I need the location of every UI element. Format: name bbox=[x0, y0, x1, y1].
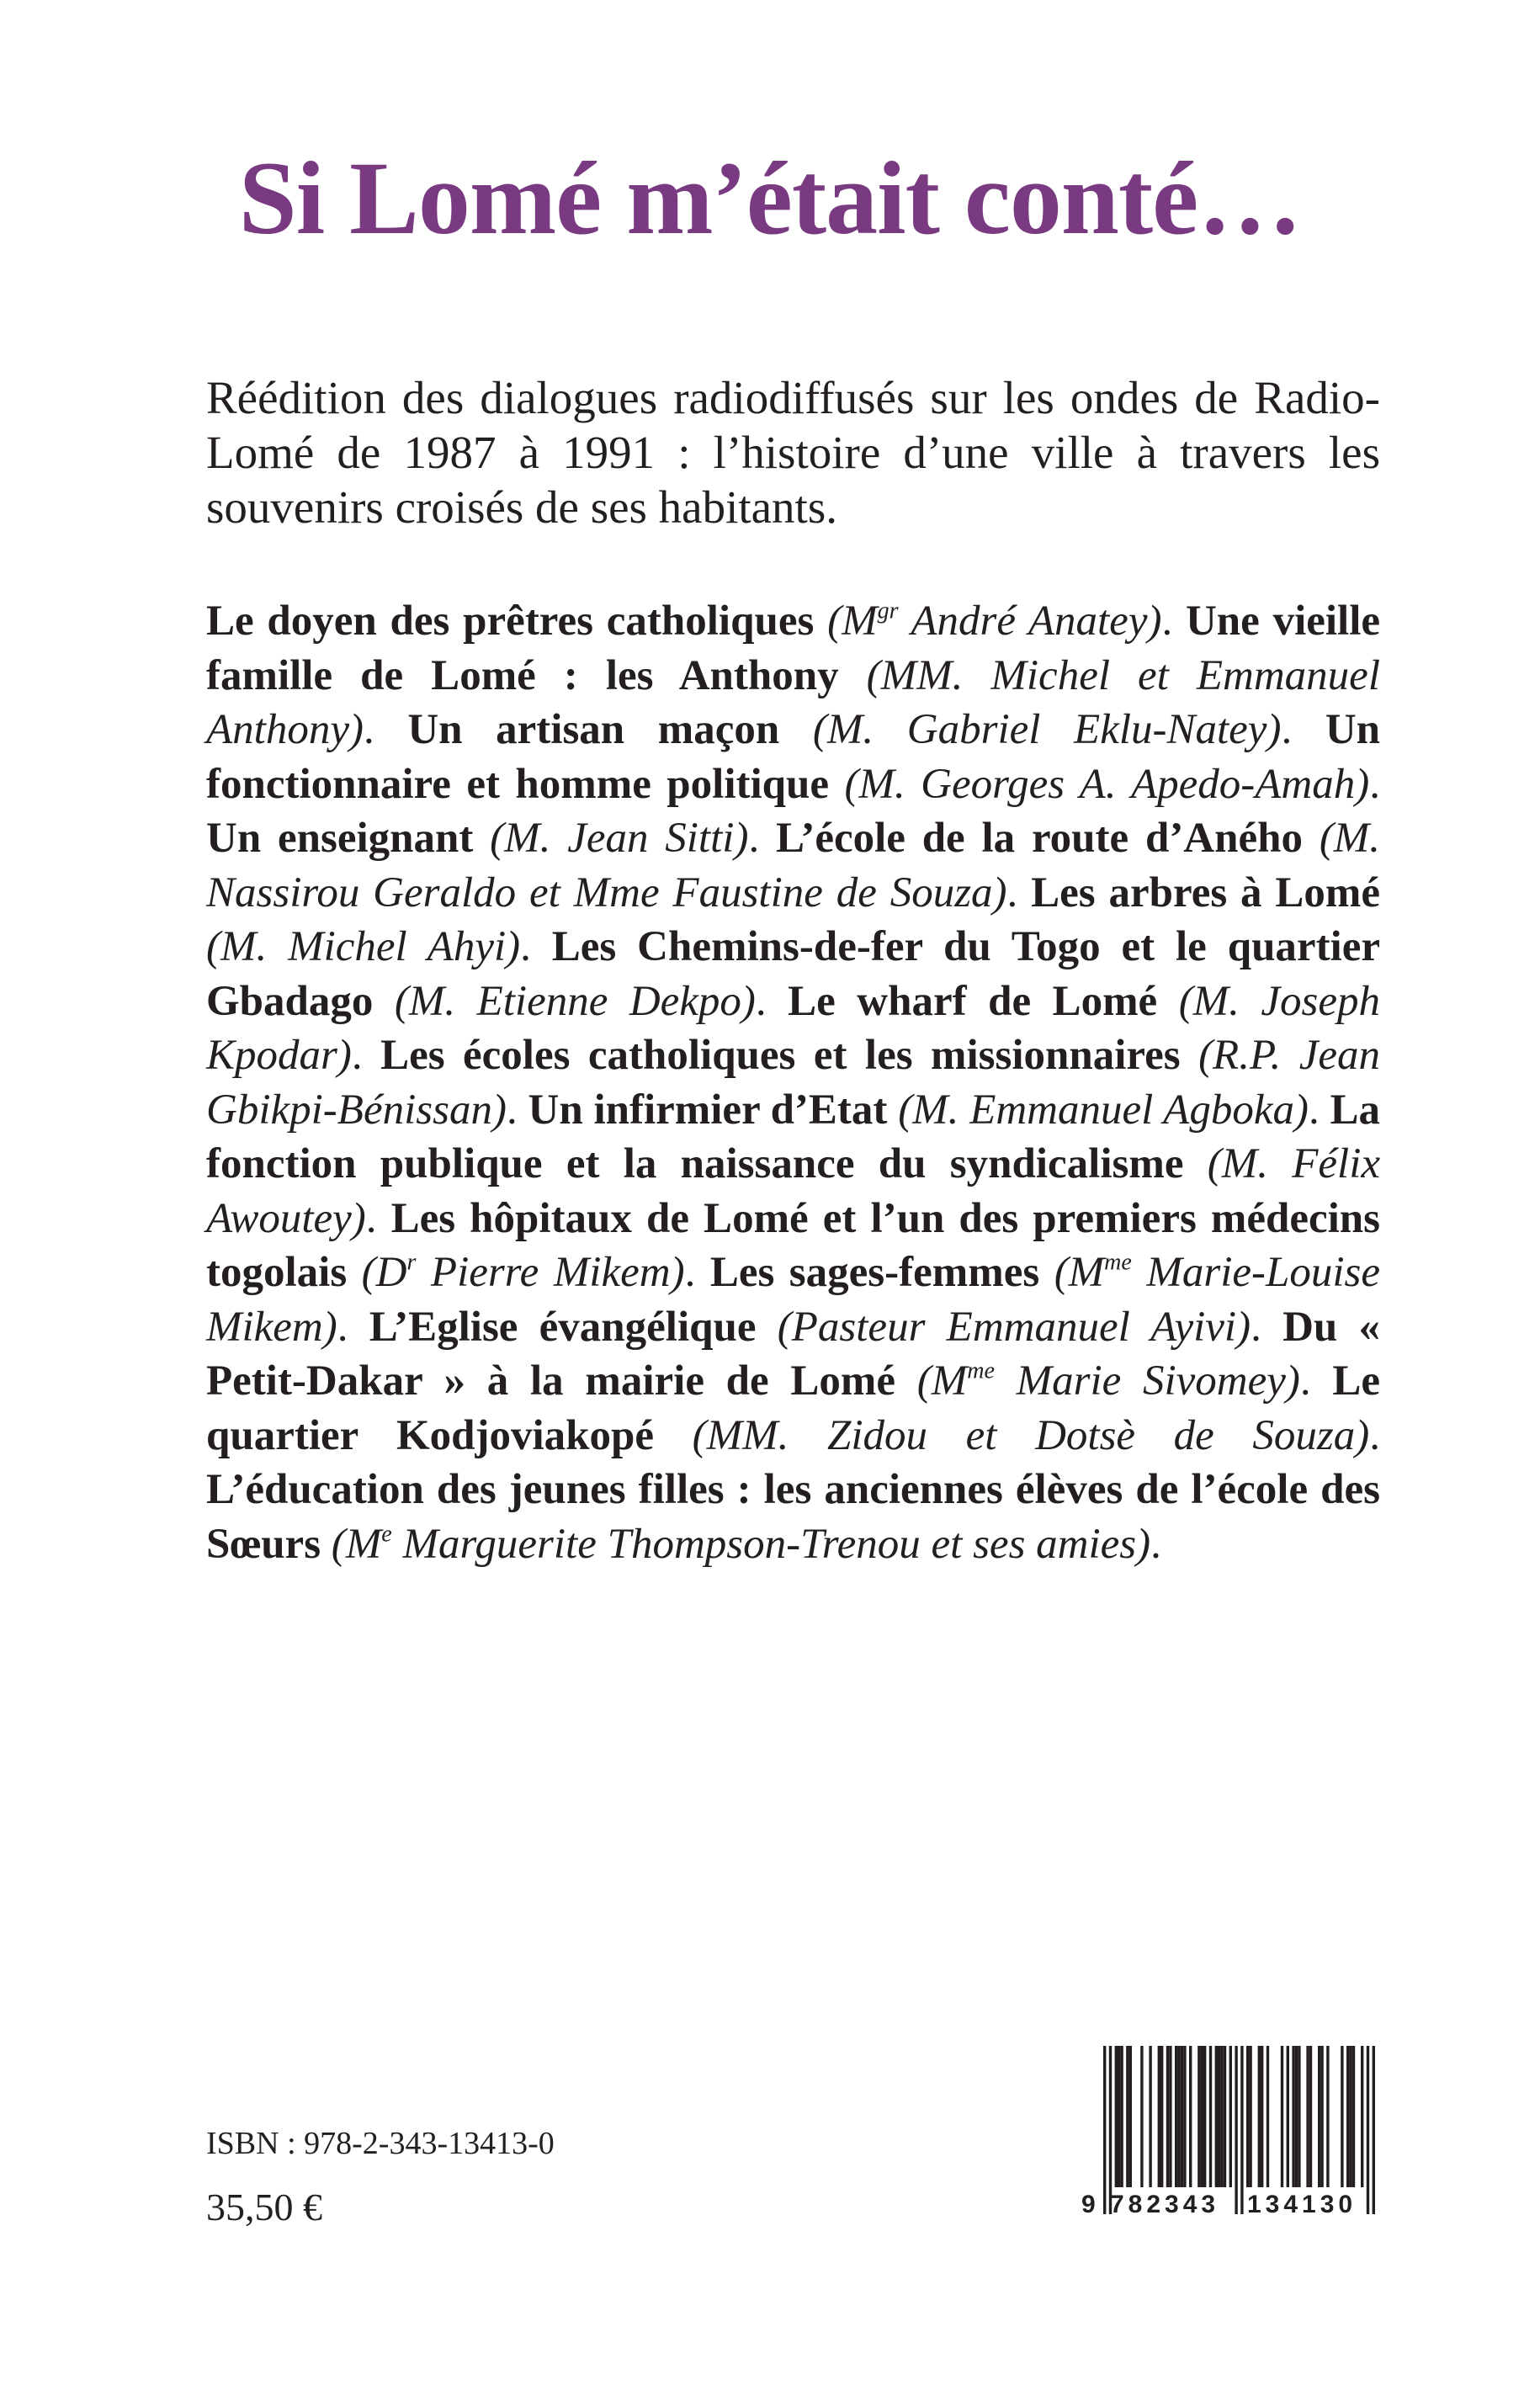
chapter-author: (M. Nassirou Geraldo et Mme Faustine de Souza) bbox=[206, 815, 1381, 916]
barcode-bar bbox=[1129, 2046, 1132, 2187]
chapter-author: ($D^r$ Pierre Mikem) bbox=[361, 1249, 685, 1296]
barcode-bar bbox=[1169, 2046, 1171, 2187]
barcode-bar bbox=[1166, 2046, 1169, 2187]
barcode-bar bbox=[1197, 2046, 1200, 2187]
barcode-first-digit: 9 bbox=[1081, 2191, 1096, 2218]
barcode-bar bbox=[1229, 2046, 1232, 2187]
chapter-title: Un infirmier d’Etat bbox=[528, 1086, 888, 1134]
barcode-bar bbox=[1203, 2046, 1206, 2187]
intro-paragraph: Réédition des dialogues radiodiffusés sur les ondes de Radio-Lomé de 1987 à 1991 : l’histoire d’une ville à travers les souvenirs croisés de ses habitants. bbox=[206, 372, 1380, 533]
chapter-title: Le wharf de Lomé bbox=[788, 977, 1158, 1025]
chapter-title: Une vieille famille de Lomé : les Anthony bbox=[206, 598, 1381, 699]
chapter-title: Un enseignant bbox=[206, 815, 474, 862]
barcode-bar bbox=[1181, 2046, 1183, 2187]
chapter-title: Les sages-femmes bbox=[709, 1249, 1040, 1296]
barcode-bar bbox=[1249, 2046, 1251, 2187]
barcode-bar bbox=[1160, 2046, 1163, 2187]
barcode-bar bbox=[1175, 2046, 1177, 2187]
barcode-bar bbox=[1218, 2046, 1220, 2187]
barcode-bar bbox=[1189, 2046, 1192, 2187]
chapter-list: Le doyen des prêtres catholiques ($M^{gr}$ André Anatey). Une vieille famille de Lomé : les Anthony (MM. Michel et Emmanuel Anthony). Un artisan maçon (M. Gabriel Eklu-Natey). Un fonctionnaire et homme politique (M. Georges A. Apedo-Amah). Un enseignant (M. Jean Sitti). L’école de la route d’Aného (M. Nassirou Geraldo et Mme Faustine de Souza). Les arbres à Lomé (M. Michel Ahyi). Les Chemins-de-fer du Togo et le quartier Gbadago (M. Etienne Dekpo). Le wharf de Lomé (M. Joseph Kpodar). Les écoles catholiques et les missionnaires (R.P. Jean Gbikpi-Bénissan). Un infirmier d’Etat (M. Emmanuel Agboka). La fonction publique et la naissance du syndicalisme (M. Félix Awoutey). Les hôpitaux de Lomé et l’un des premiers médecins togolais ($D^r$ Pierre Mikem). Les sages-femmes ($M^{me}$ Marie-Louise Mikem). L’Eglise évangélique (Pasteur Emmanuel Ayivi). Du « Petit-Dakar » à la mairie de Lomé ($M^{me}$ Marie Sivomey). Le quartier Kodjoviakopé (MM. Zidou et Dotsè de Souza). L’éducation des jeunes filles : les anciennes élèves de l’école des Sœurs (Me Marguerite Thompson-Trenou et ses amies). bbox=[206, 598, 1381, 1568]
chapter-author: (Pasteur Emmanuel Ayivi) bbox=[777, 1303, 1251, 1351]
barcode-bar bbox=[1224, 2046, 1226, 2187]
barcode-bar bbox=[1320, 2046, 1323, 2187]
chapter-title: L’école de la route d’Aného bbox=[776, 815, 1304, 862]
chapter-author: (M. Félix Awoutey) bbox=[206, 1140, 1380, 1242]
barcode-bar bbox=[1120, 2046, 1123, 2187]
chapter-title: Les Chemins-de-fer du Togo et le quartier Gbadago bbox=[206, 923, 1380, 1025]
chapter-title: Du « Petit-Dakar » à la mairie de Lomé bbox=[206, 1303, 1381, 1405]
barcode-bar bbox=[1361, 2046, 1363, 2187]
chapter-author: (R.P. Jean Gbikpi-Bénissan) bbox=[206, 1032, 1381, 1134]
barcode-bar bbox=[1292, 2046, 1294, 2187]
chapter-author: (M. Gabriel Eklu-Natey) bbox=[812, 706, 1282, 753]
barcode-bar bbox=[1267, 2046, 1269, 2187]
chapter-title: La fonction publique et la naissance du syndicalisme bbox=[206, 1086, 1381, 1187]
barcode-bar bbox=[1258, 2046, 1261, 2187]
barcode-bar bbox=[1215, 2046, 1218, 2187]
barcode-bar bbox=[1177, 2046, 1180, 2187]
barcode-bar bbox=[1183, 2046, 1186, 2187]
chapter-title: Un artisan maçon bbox=[407, 706, 780, 753]
isbn-label: ISBN : 978-2-343-13413-0 bbox=[206, 2126, 555, 2161]
barcode-bar bbox=[1115, 2046, 1118, 2187]
barcode-bar bbox=[1126, 2046, 1128, 2187]
barcode-bar bbox=[1341, 2046, 1343, 2187]
book-title: Si Lomé m’était conté… bbox=[238, 141, 1302, 256]
barcode-bar bbox=[1149, 2046, 1151, 2187]
barcode-bar bbox=[1220, 2046, 1223, 2187]
chapter-title: Le quartier Kodjoviakopé bbox=[206, 1357, 1381, 1459]
barcode bbox=[1081, 2041, 1384, 2222]
chapter-title: Les écoles catholiques et les missionnaires bbox=[380, 1032, 1181, 1079]
chapter-title: Les arbres à Lomé bbox=[1031, 868, 1380, 916]
barcode-bar bbox=[1295, 2046, 1298, 2187]
barcode-bar bbox=[1201, 2046, 1203, 2187]
chapter-title: L’Eglise évangélique bbox=[369, 1303, 757, 1351]
chapter-author: (Me Marguerite Thompson-Trenou et ses amies) bbox=[331, 1520, 1151, 1568]
barcode-bar bbox=[1158, 2046, 1160, 2187]
price-label: 35,50 € bbox=[206, 2186, 322, 2228]
barcode-bar bbox=[1346, 2046, 1349, 2187]
chapter-author: (M. Michel Ahyi) bbox=[206, 923, 521, 970]
barcode-bar bbox=[1306, 2046, 1309, 2187]
barcode-digits bbox=[1081, 2189, 1384, 2221]
barcode-bar bbox=[1140, 2046, 1143, 2187]
barcode-bar bbox=[1281, 2046, 1283, 2187]
chapter-author: (M. Joseph Kpodar) bbox=[206, 977, 1381, 1079]
barcode-bar bbox=[1118, 2046, 1120, 2187]
barcode-bar bbox=[1352, 2046, 1355, 2187]
chapter-author: ($M^{me}$ Marie Sivomey) bbox=[916, 1357, 1300, 1405]
barcode-bar bbox=[1318, 2046, 1320, 2187]
chapter-author: ($M^{me}$ Marie-Louise Mikem) bbox=[206, 1249, 1381, 1351]
chapter-author: (MM. Zidou et Dotsè de Souza) bbox=[692, 1411, 1370, 1459]
chapter-author: (M. Georges A. Apedo-Amah) bbox=[844, 760, 1370, 808]
barcode-bar bbox=[1298, 2046, 1300, 2187]
barcode-bar bbox=[1209, 2046, 1212, 2187]
barcode-bar bbox=[1287, 2046, 1289, 2187]
barcode-left-group: 782343 bbox=[1110, 2191, 1220, 2218]
chapter-author: (M. Jean Sitti) bbox=[490, 815, 749, 862]
chapter-title: Un fonctionnaire et homme politique bbox=[206, 706, 1381, 808]
chapter-title: L’éducation des jeunes filles : les anciennes élèves de l’école des Sœurs bbox=[206, 1466, 1380, 1568]
chapter-title: Le doyen des prêtres catholiques bbox=[206, 598, 815, 645]
barcode-bar bbox=[1326, 2046, 1329, 2187]
barcode-bar bbox=[1349, 2046, 1351, 2187]
chapter-author: (M. Etienne Dekpo) bbox=[394, 977, 756, 1025]
chapter-author: (MM. Michel et Emmanuel Anthony) bbox=[206, 651, 1380, 753]
chapter-author: ($M^{gr}$ André Anatey) bbox=[827, 598, 1162, 645]
chapter-title: Les hôpitaux de Lomé et l’un des premiers médecins togolais bbox=[206, 1194, 1381, 1296]
barcode-bar bbox=[1309, 2046, 1312, 2187]
barcode-right-group: 134130 bbox=[1247, 2191, 1357, 2218]
chapter-author: (M. Emmanuel Agboka) bbox=[898, 1086, 1309, 1134]
barcode-bar bbox=[1246, 2046, 1249, 2187]
barcode-bar bbox=[1261, 2046, 1263, 2187]
